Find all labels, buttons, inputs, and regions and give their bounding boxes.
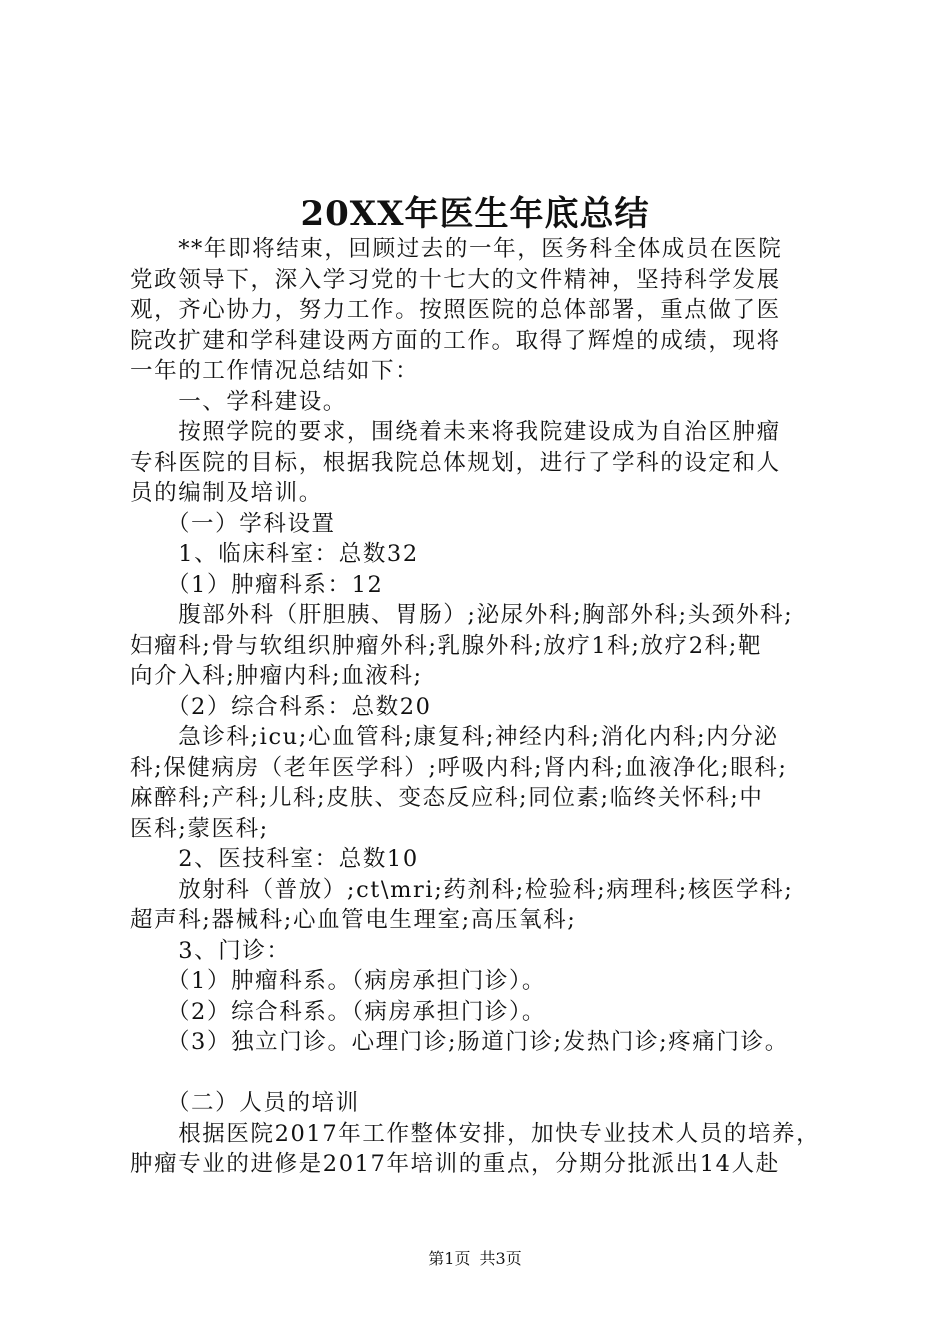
text-line: （1）肿瘤科系。（病房承担门诊）。 [130,968,546,994]
text-line: 超声科;器械科;心血管电生理室;高压氧科; [130,907,577,933]
text-line: 3、门诊： [130,937,291,964]
text-line: 按照学院的要求，围绕着未来将我院建设成为自治区肿瘤 [130,419,781,445]
text-line: 急诊科;icu;心血管科;康复科;神经内科;消化内科;内分泌 [130,724,779,750]
text-line: 观，齐心协力，努力工作。按照医院的总体部署，重点做了医 [130,297,781,323]
text-line: 一年的工作情况总结如下： [130,358,420,384]
document-title: 20XX年医生年底总结 [300,194,650,234]
text-line: 1、临床科室：总数32 [130,541,419,567]
text-line: 肿瘤专业的进修是2017年培训的重点，分期分批派出14人赴 [130,1151,780,1177]
text-line: 麻醉科;产科;儿科;皮肤、变态反应科;同位素;临终关怀科;中 [130,785,764,811]
blank-line [130,1058,842,1089]
document-body [130,234,842,1180]
page-number: 第1页 [428,1249,471,1268]
text-line: 2、医技科室：总数10 [130,846,419,872]
page-total: 共3页 [479,1249,522,1268]
text-line: （一）学科设置 [130,510,336,537]
text-line: （二）人员的培训 [130,1090,360,1116]
text-line: 员的编制及培训。 [130,480,323,506]
text-line: 根据医院2017年工作整体安排，加快专业技术人员的培养， [130,1120,821,1147]
text-line: **年即将结束，回顾过去的一年，医务科全体成员在医院 [130,236,783,262]
text-line: 医科;蒙医科; [130,815,269,842]
text-line: 向介入科;肿瘤内科;血液科; [130,663,423,689]
text-line: 放射科（普放）;ct\mri;药剂科;检验科;病理科;核医学科; [130,876,794,903]
text-line: （2）综合科系：总数20 [130,693,432,720]
text-line: 院改扩建和学科建设两方面的工作。取得了辉煌的成绩，现将 [130,327,781,354]
text-line: 一、学科建设。 [130,388,347,415]
text-line: 腹部外科（肝胆胰、胃肠）;泌尿外科;胸部外科;头颈外科; [130,602,794,628]
text-line: 科;保健病房（老年医学科）;呼吸内科;肾内科;血液净化;眼科; [130,754,788,781]
text-line: （3）独立门诊。心理门诊;肠道门诊;发热门诊;疼痛门诊。 [130,1029,789,1055]
page-footer [0,1246,950,1269]
text-line: （2）综合科系。（病房承担门诊）。 [130,998,546,1025]
text-line: 党政领导下，深入学习党的十七大的文件精神，坚持科学发展 [130,266,781,293]
text-line: 专科医院的目标，根据我院总体规划，进行了学科的设定和人 [130,449,781,476]
text-line: 妇瘤科;骨与软组织肿瘤外科;乳腺外科;放疗1科;放疗2科;靶 [130,632,763,659]
text-line: （1）肿瘤科系：12 [130,571,384,598]
